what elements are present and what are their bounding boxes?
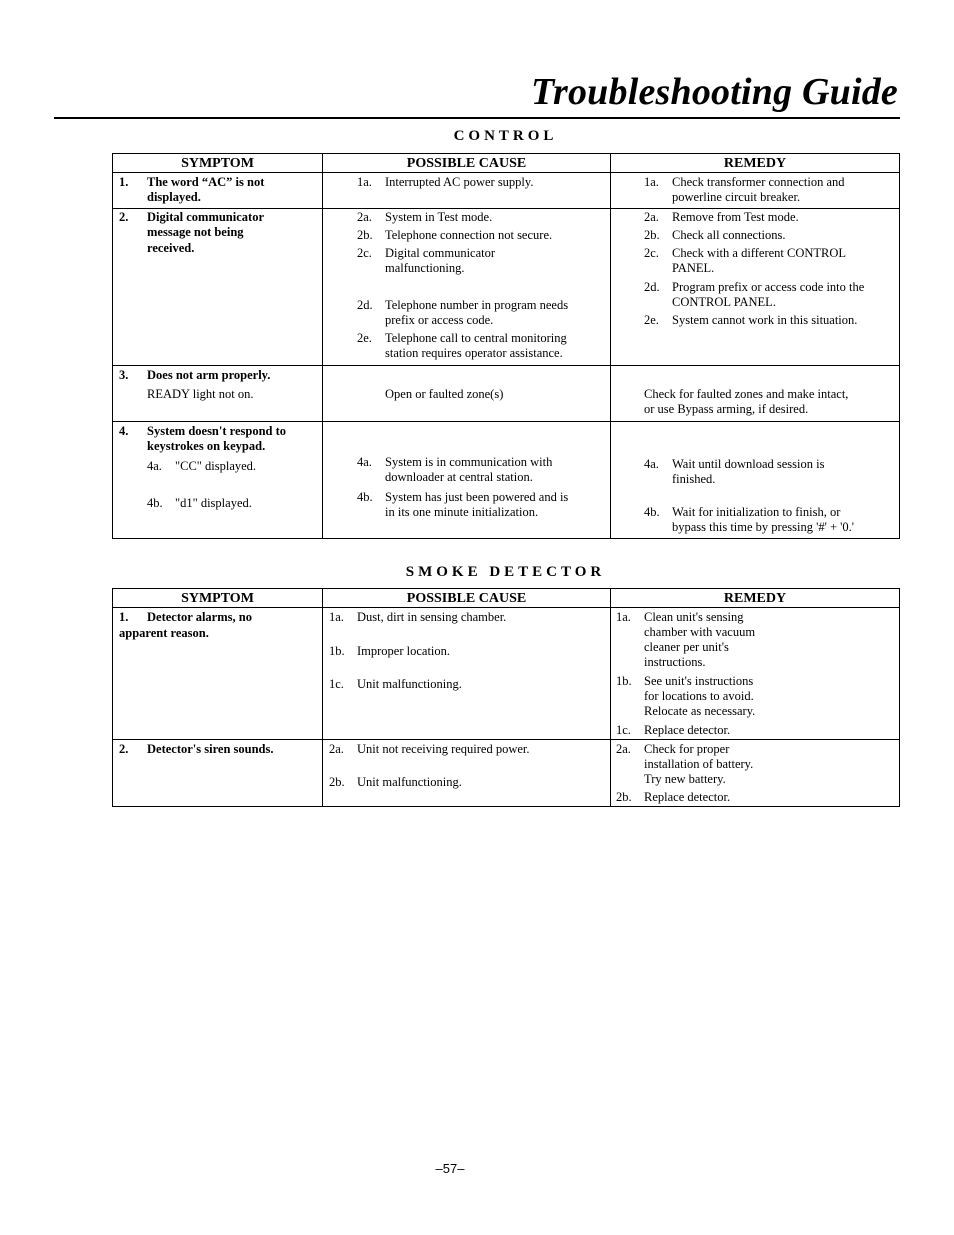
remedy-text: Program prefix or access code into the (672, 280, 865, 294)
remedy-number: 1a. (616, 610, 631, 624)
symptom-text: Does not arm properly. (147, 368, 271, 382)
remedy-text: bypass this time by pressing '#' + '0.' (672, 520, 855, 534)
remedy-text: Try new battery. (644, 772, 726, 786)
table-row (113, 209, 900, 366)
control-table (112, 153, 900, 539)
page-number: –57– (435, 1161, 465, 1176)
cause-text: Unit malfunctioning. (357, 775, 462, 789)
cause-cell (323, 740, 610, 806)
item-number: 3. (119, 368, 129, 382)
symptom-text: message not being (147, 225, 244, 239)
header-possible-cause: POSSIBLE CAUSE (323, 589, 611, 608)
remedy-text: Check with a different CONTROL (672, 246, 847, 260)
remedy-text: Relocate as necessary. (644, 704, 756, 718)
remedy-number: 2c. (644, 246, 659, 260)
symptom-text: "d1" displayed. (175, 496, 252, 510)
remedy-cell (611, 740, 899, 806)
cause-text: Open or faulted zone(s) (385, 387, 504, 401)
remedy-text: Wait for initialization to finish, or (672, 505, 841, 519)
symptom-cell (113, 173, 322, 208)
symptom-text: received. (147, 241, 195, 255)
cause-cell (323, 608, 610, 739)
remedy-text: Remove from Test mode. (672, 210, 799, 224)
cause-text: System is in communication with (385, 455, 553, 469)
cause-text: Improper location. (357, 644, 451, 658)
cause-text: Telephone connection not secure. (385, 228, 553, 242)
cause-text: Dust, dirt in sensing chamber. (357, 610, 507, 624)
cause-text: Unit not receiving required power. (357, 742, 530, 756)
remedy-number: 2e. (644, 313, 659, 327)
header-remedy: REMEDY (611, 154, 900, 173)
remedy-text: System cannot work in this situation. (672, 313, 858, 327)
cause-text: station requires operator assistance. (385, 346, 563, 360)
sub-item-number: 4a. (147, 459, 162, 473)
item-number: 2. (119, 210, 129, 224)
cause-text: Telephone call to central monitoring (385, 331, 567, 345)
remedy-cell (611, 209, 899, 365)
section-heading-smoke-detector: SMOKE DETECTOR (405, 564, 606, 580)
cause-text: Telephone number in program needs (385, 298, 569, 312)
remedy-number: 2d. (644, 280, 660, 294)
remedy-number: 2a. (616, 742, 631, 756)
symptom-cell (113, 366, 322, 421)
remedy-cell (611, 422, 899, 538)
table-row (113, 366, 900, 422)
symptom-text: displayed. (147, 190, 201, 204)
remedy-text: cleaner per unit's (644, 640, 729, 654)
header-symptom: SYMPTOM (113, 154, 323, 173)
remedy-number: 2b. (616, 790, 632, 804)
remedy-text: Replace detector. (644, 723, 731, 737)
remedy-text: or use Bypass arming, if desired. (644, 402, 809, 416)
remedy-number: 4a. (644, 457, 659, 471)
remedy-number: 4b. (644, 505, 660, 519)
symptom-text: Detector alarms, no (147, 610, 252, 624)
remedy-text: powerline circuit breaker. (672, 190, 801, 204)
cause-text: malfunctioning. (385, 261, 465, 275)
cause-number: 1b. (329, 644, 345, 658)
remedy-text: PANEL. (672, 261, 715, 275)
table-header-row (113, 589, 900, 608)
remedy-text: Check all connections. (672, 228, 786, 242)
symptom-cell (113, 209, 322, 365)
page-title: Troubleshooting Guide (530, 71, 898, 113)
remedy-text: Clean unit's sensing (644, 610, 744, 624)
table-row (113, 740, 900, 807)
item-number: 1. (119, 610, 129, 624)
cause-number: 2b. (329, 775, 345, 789)
section-heading-control: CONTROL (453, 128, 558, 144)
item-number: 4. (119, 424, 129, 438)
cause-text: Digital communicator (385, 246, 496, 260)
table-header-row (113, 154, 900, 173)
remedy-text: for locations to avoid. (644, 689, 754, 703)
symptom-text: System doesn't respond to (147, 424, 287, 438)
table-row (113, 422, 900, 539)
title-rule (54, 117, 900, 119)
cause-cell (323, 173, 610, 208)
remedy-text: Check transformer connection and (672, 175, 845, 189)
cause-number: 2c. (357, 246, 372, 260)
sub-item-number: 4b. (147, 496, 163, 510)
symptom-text: apparent reason. (119, 626, 209, 640)
remedy-number: 1c. (616, 723, 631, 737)
cause-text: System has just been powered and is (385, 490, 569, 504)
remedy-text: Wait until download session is (672, 457, 825, 471)
remedy-text: See unit's instructions (644, 674, 754, 688)
remedy-text: instructions. (644, 655, 706, 669)
cause-text: in its one minute initialization. (385, 505, 539, 519)
remedy-number: 1b. (616, 674, 632, 688)
cause-number: 2b. (357, 228, 373, 242)
item-number: 2. (119, 742, 129, 756)
cause-text: Interrupted AC power supply. (385, 175, 534, 189)
cause-number: 1c. (329, 677, 344, 691)
table-row (113, 608, 900, 740)
header-possible-cause: POSSIBLE CAUSE (323, 154, 611, 173)
symptom-text: READY light not on. (147, 387, 254, 401)
remedy-number: 2b. (644, 228, 660, 242)
symptom-text: Detector's siren sounds. (147, 742, 274, 756)
cause-text: Unit malfunctioning. (357, 677, 462, 691)
cause-number: 2e. (357, 331, 372, 345)
symptom-cell (113, 740, 322, 806)
smoke-detector-table (112, 588, 900, 807)
symptom-cell (113, 422, 322, 538)
remedy-cell (611, 366, 899, 421)
remedy-number: 1a. (644, 175, 659, 189)
remedy-text: Check for faulted zones and make intact, (644, 387, 849, 401)
cause-number: 1a. (357, 175, 372, 189)
item-number: 1. (119, 175, 129, 189)
table-row (113, 173, 900, 209)
symptom-text: The word “AC” is not (147, 175, 265, 189)
remedy-text: finished. (672, 472, 716, 486)
header-remedy: REMEDY (611, 589, 900, 608)
symptom-text: keystrokes on keypad. (147, 439, 266, 453)
remedy-text: Replace detector. (644, 790, 731, 804)
cause-number: 1a. (329, 610, 344, 624)
cause-number: 2a. (329, 742, 344, 756)
remedy-cell (611, 173, 899, 208)
symptom-text: "CC" displayed. (175, 459, 257, 473)
cause-text: downloader at central station. (385, 470, 533, 484)
cause-number: 2d. (357, 298, 373, 312)
cause-text: prefix or access code. (385, 313, 494, 327)
symptom-text: Digital communicator (147, 210, 264, 224)
remedy-cell (611, 608, 899, 739)
symptom-cell (113, 608, 322, 739)
remedy-text: CONTROL PANEL. (672, 295, 776, 309)
cause-number: 4b. (357, 490, 373, 504)
cause-number: 4a. (357, 455, 372, 469)
cause-cell (323, 209, 610, 365)
remedy-number: 2a. (644, 210, 659, 224)
cause-cell (323, 366, 610, 421)
cause-text: System in Test mode. (385, 210, 493, 224)
cause-cell (323, 422, 610, 538)
remedy-text: Check for proper (644, 742, 730, 756)
header-symptom: SYMPTOM (113, 589, 323, 608)
remedy-text: installation of battery. (644, 757, 754, 771)
cause-number: 2a. (357, 210, 372, 224)
remedy-text: chamber with vacuum (644, 625, 756, 639)
